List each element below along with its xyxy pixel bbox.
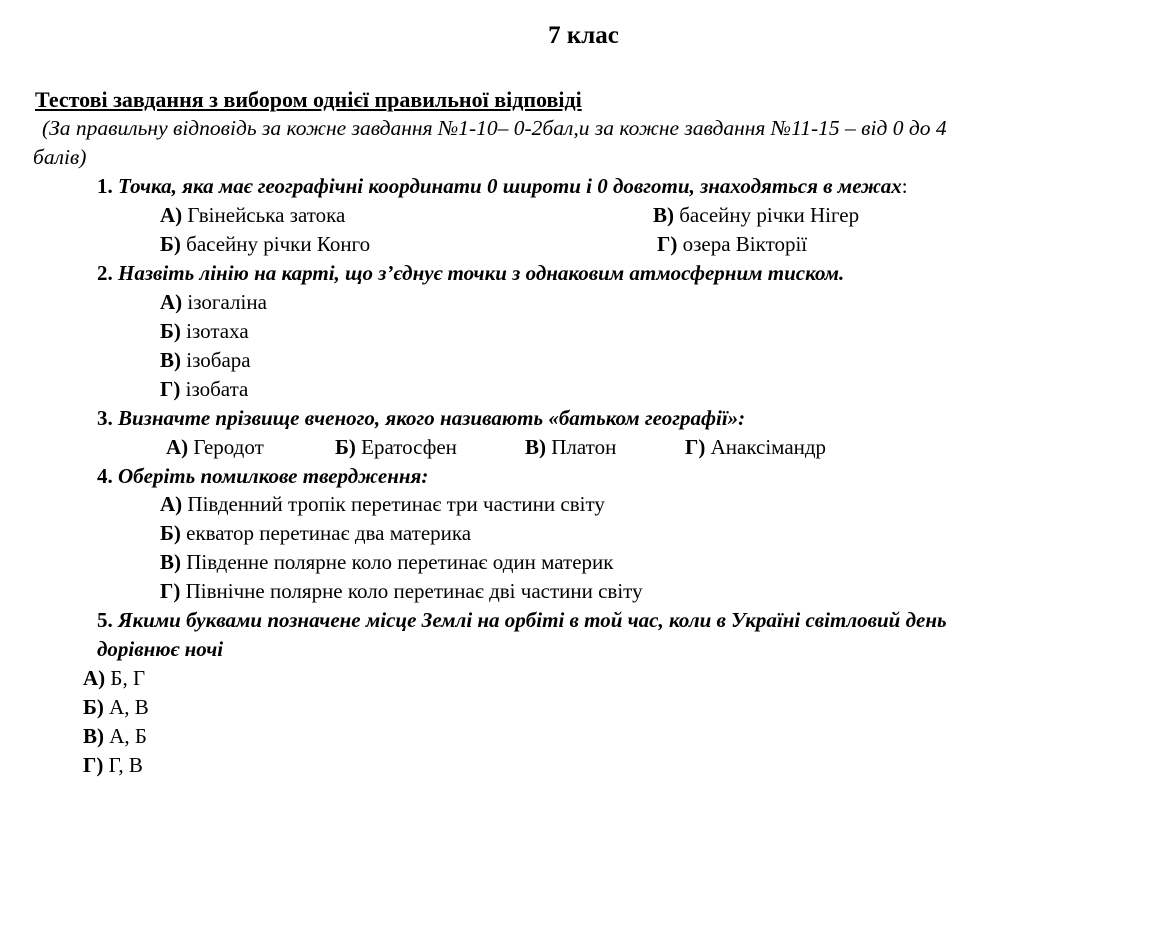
option-letter: Г) <box>160 579 181 603</box>
option-letter: Б) <box>160 521 181 545</box>
q4-option-b[interactable] <box>160 521 471 546</box>
q5-option-v[interactable] <box>83 724 147 749</box>
q3-option-b[interactable] <box>335 435 457 460</box>
q5-option-g[interactable] <box>83 753 143 778</box>
option-text: басейну річки Конго <box>180 232 371 256</box>
option-letter: В) <box>160 550 181 574</box>
question-2 <box>97 261 844 286</box>
question-5-line2: дорівнює ночі <box>97 637 224 661</box>
q1-option-a[interactable] <box>160 203 345 228</box>
option-text: Б, Г <box>105 666 146 690</box>
question-text: Якими буквами позначене місце Землі на орбіті в той час, коли в Україні світловий день <box>118 608 947 632</box>
option-letter: Г) <box>83 753 104 777</box>
question-number: 2. <box>97 261 113 285</box>
option-letter: А) <box>83 666 106 690</box>
option-text: А, Б <box>104 724 147 748</box>
question-text: Оберіть помилкове твердження: <box>118 464 429 488</box>
option-text: екватор перетинає два материка <box>180 521 472 545</box>
question-text: Точка, яка має географічні координати 0 широти і 0 довготи, знаходяться в межах <box>118 174 902 198</box>
q2-option-a[interactable] <box>160 290 267 315</box>
option-letter: Б) <box>83 695 104 719</box>
option-text: Північне полярне коло перетинає дві частини світу <box>180 579 643 603</box>
option-text: Ератосфен <box>355 435 457 459</box>
q5-option-b[interactable] <box>83 695 149 720</box>
q3-option-v[interactable] <box>525 435 616 460</box>
question-text: Назвіть лінію на карті, що з’єднує точки з однаковим атмосферним тиском. <box>118 261 845 285</box>
section-heading: Тестові завдання з вибором однієї правильної відповіді <box>35 87 582 112</box>
option-text: А, В <box>103 695 149 719</box>
option-text: Платон <box>546 435 617 459</box>
option-letter: В) <box>83 724 104 748</box>
option-text: ізобара <box>181 348 251 372</box>
q5-option-a[interactable] <box>83 666 145 691</box>
question-number: 3. <box>97 406 113 430</box>
question-number: 4. <box>97 464 113 488</box>
scoring-note-line1: (За правильну відповідь за кожне завдання №1-10– 0-2бал,и за кожне завдання №11-15 – від 0 до 4 <box>42 116 947 140</box>
option-letter: Б) <box>160 232 181 256</box>
option-letter: Б) <box>335 435 356 459</box>
option-letter: В) <box>653 203 674 227</box>
option-letter: В) <box>525 435 546 459</box>
question-number: 1. <box>97 174 113 198</box>
option-letter: А) <box>160 203 183 227</box>
question-tail: : <box>901 174 908 198</box>
option-letter: Б) <box>160 319 181 343</box>
option-letter: В) <box>160 348 181 372</box>
option-text: Г, В <box>103 753 143 777</box>
q2-option-v[interactable] <box>160 348 251 373</box>
question-number: 5. <box>97 608 113 632</box>
option-text: Анаксімандр <box>705 435 827 459</box>
question-5 <box>97 608 947 633</box>
q3-option-g[interactable] <box>685 435 826 460</box>
option-text: Південний тропік перетинає три частини світу <box>182 492 605 516</box>
scoring-note-line2: балів) <box>33 145 87 169</box>
q4-option-a[interactable] <box>160 492 605 517</box>
option-text: Геродот <box>188 435 264 459</box>
option-letter: А) <box>166 435 189 459</box>
option-text: Гвінейська затока <box>182 203 346 227</box>
option-letter: А) <box>160 290 183 314</box>
option-letter: Г) <box>685 435 706 459</box>
option-letter: А) <box>160 492 183 516</box>
q4-option-v[interactable] <box>160 550 613 575</box>
option-text: ізогаліна <box>182 290 267 314</box>
q2-option-g[interactable] <box>160 377 248 402</box>
option-letter: Г) <box>160 377 181 401</box>
q1-option-v[interactable] <box>653 203 859 228</box>
option-text: басейну річки Нігер <box>674 203 860 227</box>
question-text: Визначте прізвище вченого, якого називають «батьком географії»: <box>118 406 746 430</box>
option-text: озера Вікторії <box>677 232 808 256</box>
page-title: 7 клас <box>548 22 619 49</box>
option-text: Південне полярне коло перетинає один материк <box>181 550 614 574</box>
option-text: ізобата <box>180 377 249 401</box>
q4-option-g[interactable] <box>160 579 643 604</box>
option-text: ізотаха <box>180 319 249 343</box>
question-4 <box>97 464 428 489</box>
option-letter: Г) <box>657 232 678 256</box>
question-3 <box>97 406 745 431</box>
q2-option-b[interactable] <box>160 319 249 344</box>
q1-option-b[interactable] <box>160 232 370 257</box>
q3-option-a[interactable] <box>166 435 264 460</box>
question-1 <box>97 174 908 199</box>
q1-option-g[interactable] <box>657 232 807 257</box>
